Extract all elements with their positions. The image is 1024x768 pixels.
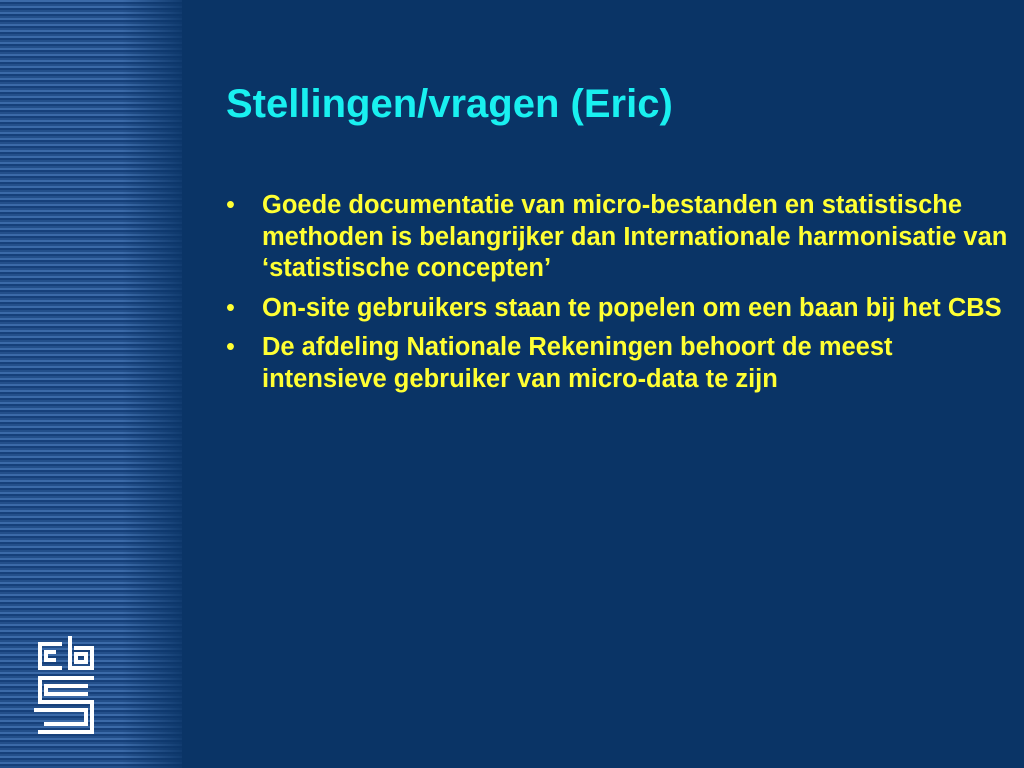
bullet-item — [224, 293, 1014, 325]
bullet-glyph: • — [226, 293, 235, 322]
bullet-text: De afdeling Nationale Rekeningen behoort de meest intensieve gebruiker van micro-data te zijn — [262, 333, 893, 393]
bullet-text: Goede documentatie van micro-bestanden en statistische methoden is belangrijker dan Internationale harmonisatie van ‘statistische concepten’ — [262, 191, 1008, 282]
slide-title: Stellingen/vragen (Eric) — [226, 82, 673, 126]
bullet-glyph: • — [226, 333, 235, 361]
bullet-glyph: • — [226, 191, 235, 219]
bullet-item — [224, 190, 1014, 285]
bullet-text: On-site gebruikers staan te popelen om een baan bij het CBS — [262, 293, 1002, 322]
cbs-logo-icon — [34, 636, 98, 740]
bullet-list — [224, 190, 1014, 403]
bullet-item — [224, 332, 1014, 395]
